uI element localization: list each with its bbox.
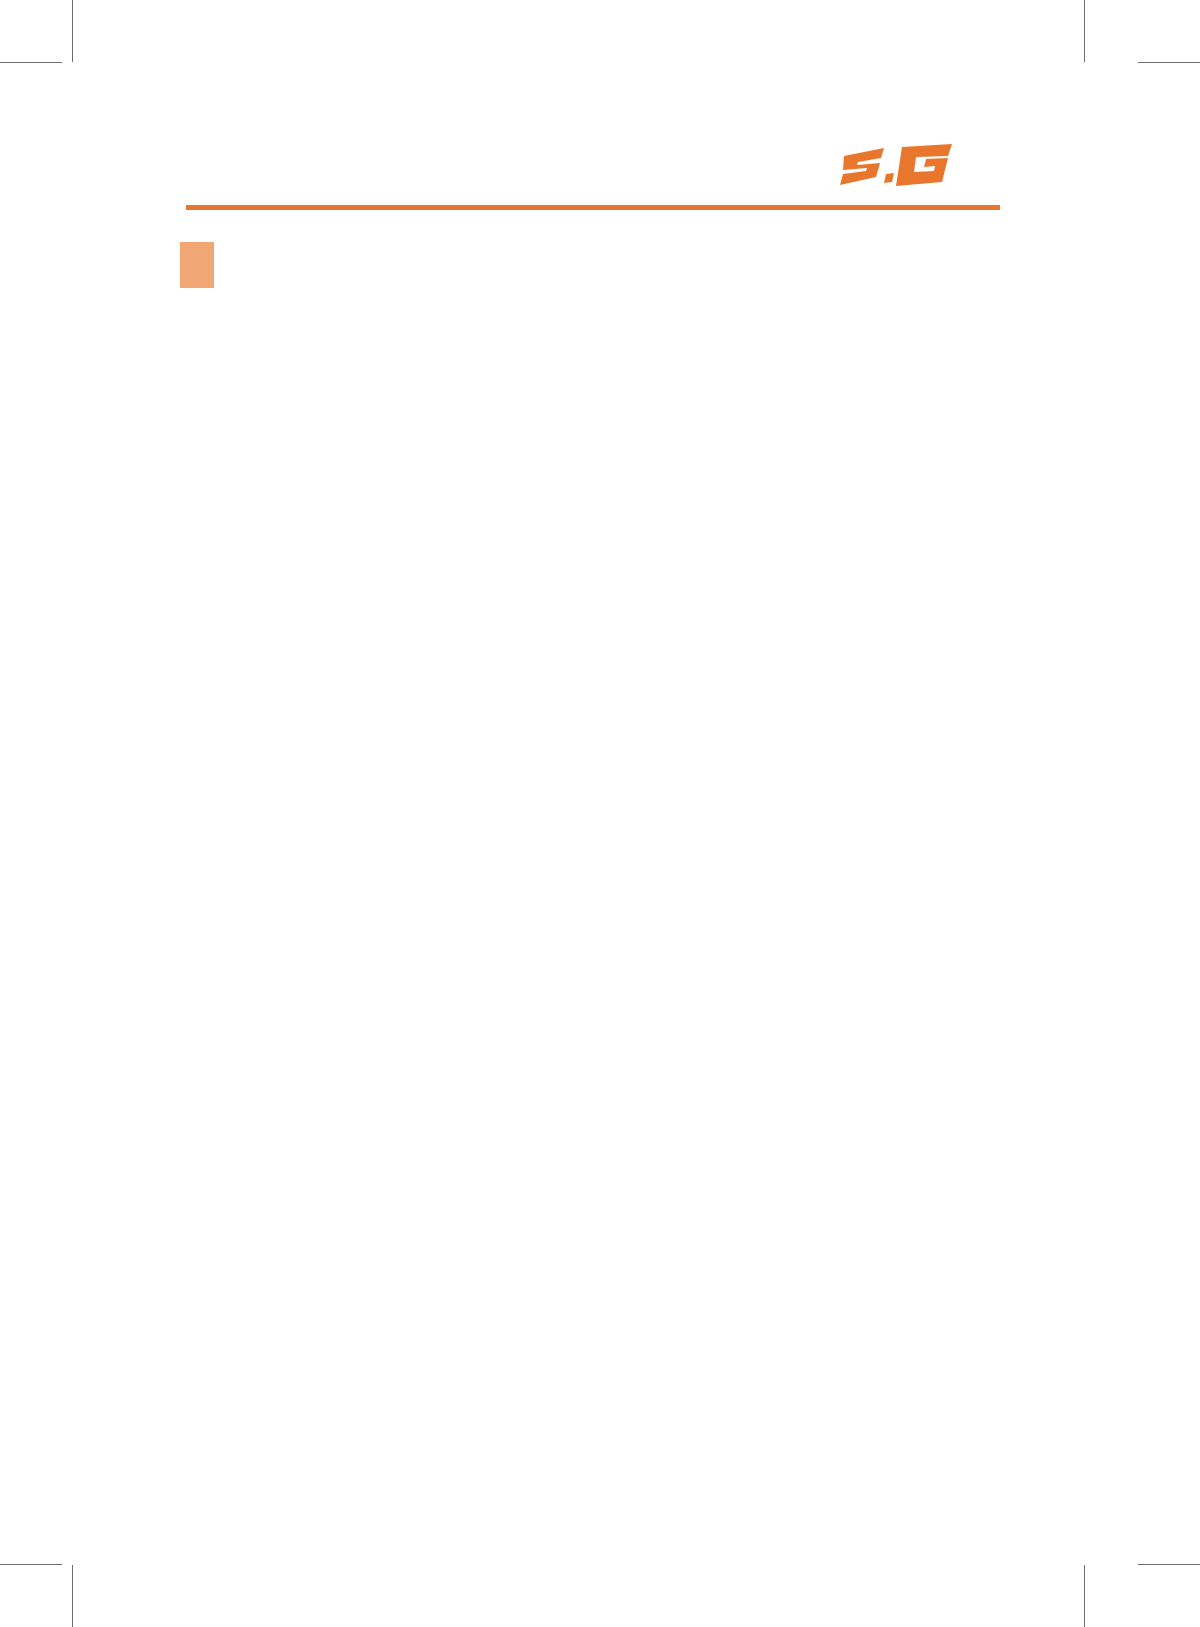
crop-mark-top-right-vertical [1084,0,1085,62]
crop-mark-bottom-right-vertical [1084,1565,1085,1627]
crop-mark-bottom-left-vertical [72,1565,73,1627]
crop-mark-top-left-horizontal [0,62,62,63]
page-header [186,142,1000,210]
crop-mark-top-right-horizontal [1138,62,1200,63]
crop-mark-top-left-vertical [72,0,73,62]
section-number-badge [180,242,214,288]
sg-logo-icon [840,144,958,194]
section-heading [186,242,1000,288]
crop-mark-bottom-right-horizontal [1138,1564,1200,1565]
table-of-contents [186,224,1000,298]
crop-mark-bottom-left-horizontal [0,1564,62,1565]
header-divider [186,205,1000,210]
brand-logo [840,142,1000,196]
